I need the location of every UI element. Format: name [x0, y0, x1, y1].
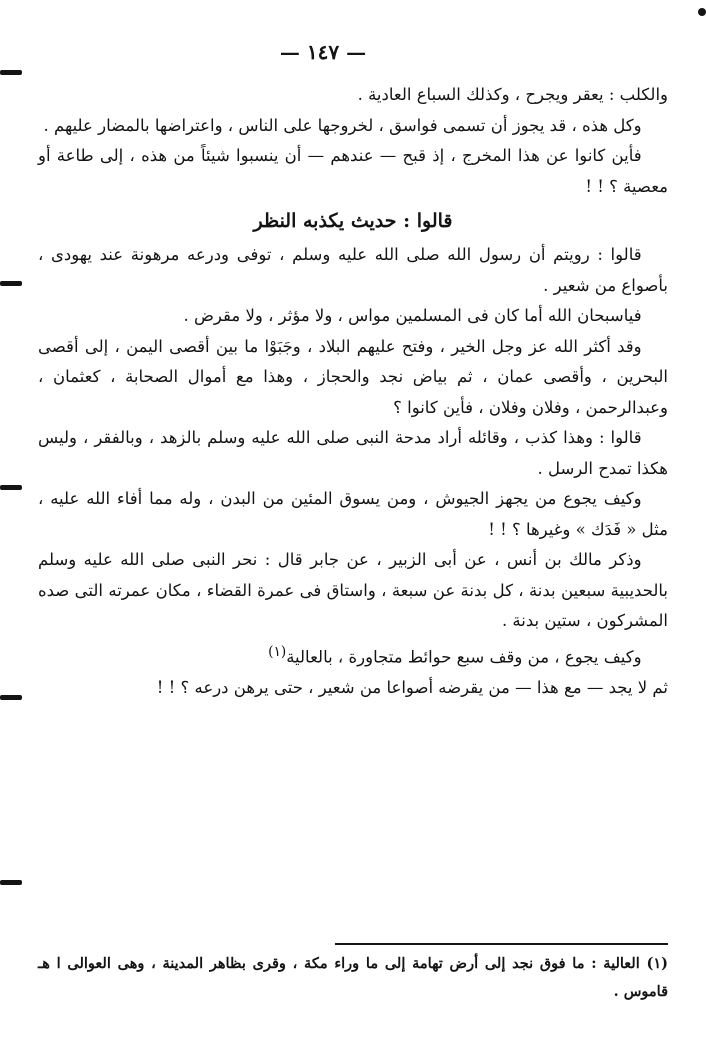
paragraph-6: وقد أكثر الله عز وجل الخير ، وفتح عليهم البلاد ، وجَبَوْا ما بين أقصى اليمن ، إلى أقصى البحرين ، وأقصى عمان ، ثم بياض نجد والحجاز ، وهذا مع أموال الصحابة ، كعثمان ، وعبدالرحمن ، وفلان وفلان ، فأين كانوا ؟ — [38, 336, 668, 417]
scan-edge-mark — [0, 70, 22, 75]
footnote-reference: (١) — [268, 643, 287, 660]
paragraph-11: ثم لا يجد — مع هذا — من يقرضه أصواعا من شعير ، حتى يرهن درعه ؟ ! ! — [156, 677, 668, 697]
paragraph-8: وكيف يجوع من يجهز الجيوش ، ومن يسوق المئين من البدن ، وله مما أفاء الله عليه ، مثل « فَدَك » وغيرها ؟ ! ! — [38, 489, 668, 539]
paragraph-9: وذكر مالك بن أنس ، عن أبى الزبير ، عن جابر قال : نحر النبى صلى الله عليه وسلم بالحديبية سبعين بدنة ، كل بدنة عن سبعة ، واستاق فى عمرة القضاء ، مكان عمرته التى صده المشركون ، ستين بدنة . — [38, 550, 668, 630]
paragraph-5: فياسبحان الله أما كان فى المسلمين مواس ، ولا مؤثر ، ولا مقرض . — [183, 306, 642, 325]
scan-corner-mark — [698, 8, 706, 16]
page-number: — ١٤٧ — — [279, 40, 367, 64]
scan-edge-mark — [0, 695, 22, 700]
paragraph-4: قالوا : رويتم أن رسول الله صلى الله عليه وسلم ، توفى ودرعه مرهونة عند يهودى ، بأصواع من شعير . — [38, 245, 668, 295]
scan-edge-mark — [0, 485, 22, 490]
paragraph-10-text: وكيف يجوع ، من وقف سبع حوائط متجاورة ، بالعالية — [286, 647, 642, 666]
footnote-divider — [335, 943, 668, 945]
footnote — [38, 950, 668, 1006]
paragraph-10 — [38, 637, 668, 673]
scan-edge-mark — [0, 880, 22, 885]
main-text — [38, 80, 668, 703]
paragraph-3: فأين كانوا عن هذا المخرج ، إذ قبح — عندهم — أن ينسبوا شيئاً من هذه ، إلى طاعة أو معصية ؟ ! ! — [38, 146, 668, 196]
scan-edge-mark — [0, 281, 22, 286]
paragraph-2: وكل هذه ، قد يجوز أن تسمى فواسق ، لخروجها على الناس ، واعتراضها بالمضار عليهم . — [43, 115, 642, 135]
footnote-text: (١) العالية : ما فوق نجد إلى أرض تهامة إلى ما وراء مكة ، وقرى بظاهر المدينة ، وهى العوالى ا هـ قاموس . — [38, 955, 668, 1000]
paragraph-1: والكلب : يعقر ويجرح ، وكذلك السباع العادية . — [357, 85, 668, 104]
paragraph-7: قالوا : وهذا كذب ، وقائله أراد مدحة النبى صلى الله عليه وسلم بالزهد ، وبالفقر ، وليس هكذا تمدح الرسل . — [38, 428, 668, 478]
section-heading: قالوا : حديث يكذبه النظر — [253, 210, 453, 232]
